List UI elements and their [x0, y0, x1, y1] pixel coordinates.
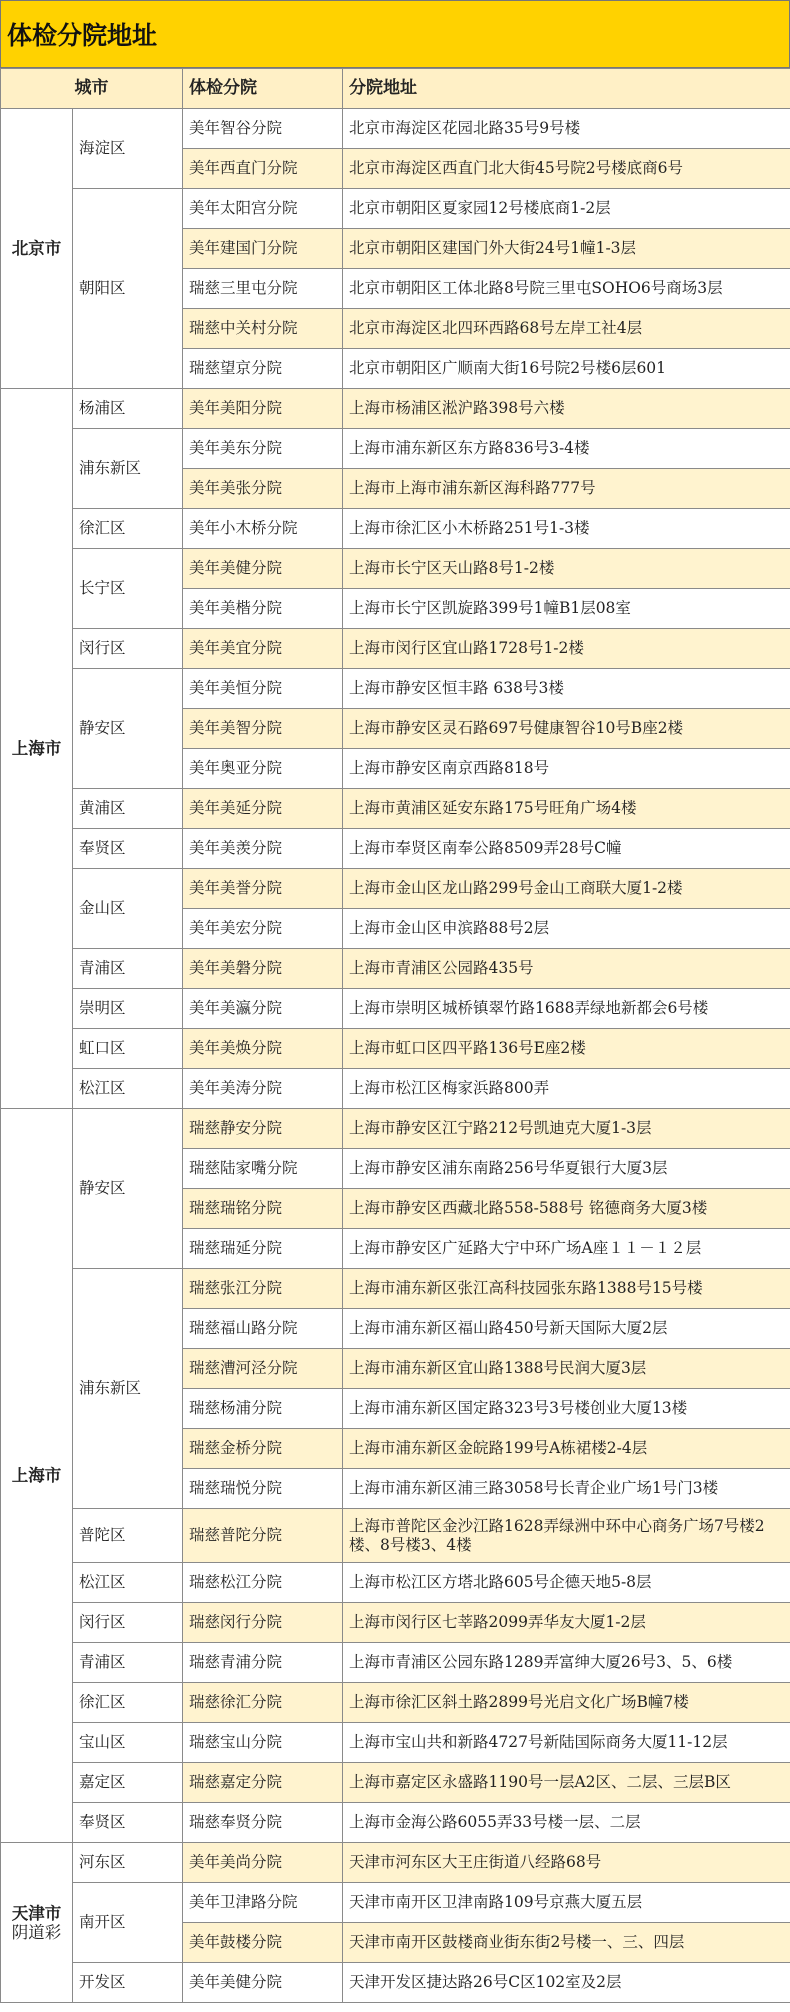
address-cell: 上海市静安区西藏北路558-588号 铭德商务大厦3楼: [343, 1189, 790, 1229]
branch-cell: 瑞慈普陀分院: [183, 1509, 343, 1563]
district-cell: 虹口区: [73, 1029, 183, 1069]
district-cell: 崇明区: [73, 989, 183, 1029]
branch-cell: 美年美健分院: [183, 1963, 343, 2003]
branch-cell: 美年美恒分院: [183, 669, 343, 709]
address-cell: 上海市浦东新区宜山路1388号民润大厦3层: [343, 1349, 790, 1389]
city-cell: [1, 109, 73, 389]
district-cell: 宝山区: [73, 1723, 183, 1763]
branch-cell: 瑞慈青浦分院: [183, 1643, 343, 1683]
district-cell: 徐汇区: [73, 1683, 183, 1723]
header-city: 城市: [1, 69, 183, 109]
district-cell: 河东区: [73, 1843, 183, 1883]
address-cell: 天津市河东区大王庄街道八经路68号: [343, 1843, 790, 1883]
branch-cell: 美年小木桥分院: [183, 509, 343, 549]
city-cell: [1, 1109, 73, 1843]
table-row: [1, 869, 790, 909]
branch-cell: 瑞慈松江分院: [183, 1563, 343, 1603]
address-cell: 北京市海淀区西直门北大街45号院2号楼底商6号: [343, 149, 790, 189]
district-cell: 闵行区: [73, 1603, 183, 1643]
city-name: 上海市: [11, 739, 62, 758]
address-cell: 上海市青浦区公园东路1289弄富绅大厦26号3、5、6楼: [343, 1643, 790, 1683]
branch-cell: 美年智谷分院: [183, 109, 343, 149]
branch-cell: 美年卫津路分院: [183, 1883, 343, 1923]
address-cell: 上海市静安区灵石路697号健康智谷10号B座2楼: [343, 709, 790, 749]
table-row: [1, 429, 790, 469]
branch-cell: 瑞慈瑞悦分院: [183, 1469, 343, 1509]
address-cell: 上海市嘉定区永盛路1190号一层A2区、二层、三层B区: [343, 1763, 790, 1803]
address-cell: 上海市徐汇区小木桥路251号1-3楼: [343, 509, 790, 549]
table-row: [1, 789, 790, 829]
branch-cell: 瑞慈陆家嘴分院: [183, 1149, 343, 1189]
address-cell: 北京市朝阳区广顺南大街16号院2号楼6层601: [343, 349, 790, 389]
city-cell: [1, 1843, 73, 2003]
district-cell: 黄浦区: [73, 789, 183, 829]
district-cell: 松江区: [73, 1069, 183, 1109]
branch-cell: 美年美羡分院: [183, 829, 343, 869]
city-name: 北京市: [11, 239, 62, 258]
table-row: [1, 949, 790, 989]
district-cell: 徐汇区: [73, 509, 183, 549]
branch-cell: 美年美瀛分院: [183, 989, 343, 1029]
address-cell: 上海市青浦区公园路435号: [343, 949, 790, 989]
branch-cell: 瑞慈瑞延分院: [183, 1229, 343, 1269]
address-cell: 上海市浦东新区金皖路199号A栋裙楼2-4层: [343, 1429, 790, 1469]
branch-cell: 瑞慈奉贤分院: [183, 1803, 343, 1843]
table-row: [1, 989, 790, 1029]
branch-cell: 美年美誉分院: [183, 869, 343, 909]
header-branch: 体检分院: [183, 69, 343, 109]
address-cell: 北京市朝阳区夏家园12号楼底商1-2层: [343, 189, 790, 229]
table-row: [1, 1603, 790, 1643]
branch-cell: 美年美涛分院: [183, 1069, 343, 1109]
address-cell: 上海市浦东新区福山路450号新天国际大厦2层: [343, 1309, 790, 1349]
district-cell: 嘉定区: [73, 1763, 183, 1803]
table-row: [1, 629, 790, 669]
table-body: [1, 109, 790, 2003]
district-cell: 金山区: [73, 869, 183, 949]
address-cell: 上海市长宁区凯旋路399号1幢B1层08室: [343, 589, 790, 629]
table-row: [1, 1643, 790, 1683]
address-cell: 上海市金山区申滨路88号2层: [343, 909, 790, 949]
branch-cell: 美年美健分院: [183, 549, 343, 589]
address-cell: 北京市朝阳区工体北路8号院三里屯SOHO6号商场3层: [343, 269, 790, 309]
branch-cell: 美年美宜分院: [183, 629, 343, 669]
branch-cell: 美年美阳分院: [183, 389, 343, 429]
address-cell: 北京市海淀区花园北路35号9号楼: [343, 109, 790, 149]
district-cell: 静安区: [73, 669, 183, 789]
branch-cell: 瑞慈漕河泾分院: [183, 1349, 343, 1389]
table-row: [1, 829, 790, 869]
address-cell: 上海市长宁区天山路8号1-2楼: [343, 549, 790, 589]
branch-cell: 美年鼓楼分院: [183, 1923, 343, 1963]
branch-cell: 美年美张分院: [183, 469, 343, 509]
table-row: [1, 1883, 790, 1923]
branch-cell: 瑞慈嘉定分院: [183, 1763, 343, 1803]
branch-cell: 美年美磐分院: [183, 949, 343, 989]
address-cell: 上海市金海公路6055弄33号楼一层、二层: [343, 1803, 790, 1843]
district-cell: 青浦区: [73, 1643, 183, 1683]
branch-table: [0, 68, 790, 2003]
address-cell: 上海市静安区江宁路212号凯迪克大厦1-3层: [343, 1109, 790, 1149]
header-address: 分院地址: [343, 69, 790, 109]
address-cell: 天津市南开区卫津南路109号京燕大厦五层: [343, 1883, 790, 1923]
branch-cell: 美年美智分院: [183, 709, 343, 749]
branch-cell: 瑞慈杨浦分院: [183, 1389, 343, 1429]
address-cell: 上海市静安区广延路大宁中环广场A座１１－１２层: [343, 1229, 790, 1269]
table-row: [1, 1683, 790, 1723]
district-cell: 开发区: [73, 1963, 183, 2003]
table-row: [1, 509, 790, 549]
table-row: [1, 1109, 790, 1149]
district-cell: 松江区: [73, 1563, 183, 1603]
table-header-row: [1, 69, 790, 109]
city-note: 阴道彩: [11, 1922, 62, 1942]
table-row: [1, 109, 790, 149]
branch-cell: 美年美延分院: [183, 789, 343, 829]
address-cell: 上海市浦东新区浦三路3058号长青企业广场1号门3楼: [343, 1469, 790, 1509]
table-row: [1, 1763, 790, 1803]
branch-cell: 瑞慈望京分院: [183, 349, 343, 389]
address-cell: 上海市浦东新区国定路323号3号楼创业大厦13楼: [343, 1389, 790, 1429]
address-cell: 上海市静安区恒丰路 638号3楼: [343, 669, 790, 709]
branch-cell: 美年太阳宫分院: [183, 189, 343, 229]
branch-cell: 美年西直门分院: [183, 149, 343, 189]
address-cell: 上海市虹口区四平路136号E座2楼: [343, 1029, 790, 1069]
table-row: [1, 1069, 790, 1109]
address-cell: 上海市松江区梅家浜路800弄: [343, 1069, 790, 1109]
address-cell: 上海市宝山共和新路4727号新陆国际商务大厦11-12层: [343, 1723, 790, 1763]
branch-cell: 美年美焕分院: [183, 1029, 343, 1069]
city-name: 上海市: [11, 1466, 62, 1485]
district-cell: 南开区: [73, 1883, 183, 1963]
address-cell: 上海市黄浦区延安东路175号旺角广场4楼: [343, 789, 790, 829]
table-row: [1, 1563, 790, 1603]
address-cell: 上海市松江区方塔北路605号企德天地5-8层: [343, 1563, 790, 1603]
address-cell: 上海市闵行区七莘路2099弄华友大厦1-2层: [343, 1603, 790, 1643]
address-cell: 上海市崇明区城桥镇翠竹路1688弄绿地新都会6号楼: [343, 989, 790, 1029]
branch-cell: 瑞慈闵行分院: [183, 1603, 343, 1643]
branch-cell: 美年美宏分院: [183, 909, 343, 949]
branch-cell: 美年美楷分院: [183, 589, 343, 629]
branch-cell: 瑞慈宝山分院: [183, 1723, 343, 1763]
branch-cell: 美年美尚分院: [183, 1843, 343, 1883]
district-cell: 闵行区: [73, 629, 183, 669]
district-cell: 海淀区: [73, 109, 183, 189]
address-cell: 上海市静安区南京西路818号: [343, 749, 790, 789]
table-row: [1, 1509, 790, 1563]
district-cell: 杨浦区: [73, 389, 183, 429]
branch-cell: 瑞慈徐汇分院: [183, 1683, 343, 1723]
table-row: [1, 549, 790, 589]
address-cell: 天津市南开区鼓楼商业街东街2号楼一、三、四层: [343, 1923, 790, 1963]
address-cell: 上海市普陀区金沙江路1628弄绿洲中环中心商务广场7号楼2楼、8号楼3、4楼: [343, 1509, 790, 1563]
address-cell: 上海市浦东新区张江高科技园张东路1388号15号楼: [343, 1269, 790, 1309]
district-cell: 奉贤区: [73, 829, 183, 869]
district-cell: 奉贤区: [73, 1803, 183, 1843]
address-cell: 上海市金山区龙山路299号金山工商联大厦1-2楼: [343, 869, 790, 909]
city-name: 天津市: [11, 1903, 62, 1923]
branch-cell: 瑞慈金桥分院: [183, 1429, 343, 1469]
district-cell: 青浦区: [73, 949, 183, 989]
address-cell: 北京市海淀区北四环西路68号左岸工社4层: [343, 309, 790, 349]
branch-cell: 瑞慈中关村分院: [183, 309, 343, 349]
address-cell: 北京市朝阳区建国门外大街24号1幢1-3层: [343, 229, 790, 269]
address-cell: 上海市静安区浦东南路256号华夏银行大厦3层: [343, 1149, 790, 1189]
branch-cell: 瑞慈福山路分院: [183, 1309, 343, 1349]
table-row: [1, 1803, 790, 1843]
city-cell: [1, 389, 73, 1109]
district-cell: 长宁区: [73, 549, 183, 629]
table-row: [1, 189, 790, 229]
branch-cell: 瑞慈静安分院: [183, 1109, 343, 1149]
district-cell: 浦东新区: [73, 1269, 183, 1509]
address-cell: 上海市上海市浦东新区海科路777号: [343, 469, 790, 509]
district-cell: 浦东新区: [73, 429, 183, 509]
branch-cell: 瑞慈瑞铭分院: [183, 1189, 343, 1229]
address-cell: 上海市徐汇区斜土路2899号光启文化广场B幢7楼: [343, 1683, 790, 1723]
branch-cell: 瑞慈张江分院: [183, 1269, 343, 1309]
table-row: [1, 389, 790, 429]
table-row: [1, 669, 790, 709]
district-cell: 静安区: [73, 1109, 183, 1269]
table-row: [1, 1843, 790, 1883]
address-cell: 上海市杨浦区淞沪路398号六楼: [343, 389, 790, 429]
address-cell: 上海市浦东新区东方路836号3-4楼: [343, 429, 790, 469]
district-cell: 朝阳区: [73, 189, 183, 389]
table-row: [1, 1269, 790, 1309]
branch-cell: 美年奥亚分院: [183, 749, 343, 789]
branch-cell: 瑞慈三里屯分院: [183, 269, 343, 309]
district-cell: 普陀区: [73, 1509, 183, 1563]
address-cell: 上海市奉贤区南奉公路8509弄28号C幢: [343, 829, 790, 869]
table-row: [1, 1029, 790, 1069]
branch-cell: 美年美东分院: [183, 429, 343, 469]
table-row: [1, 1963, 790, 2003]
branch-cell: 美年建国门分院: [183, 229, 343, 269]
address-cell: 上海市闵行区宜山路1728号1-2楼: [343, 629, 790, 669]
address-cell: 天津开发区捷达路26号C区102室及2层: [343, 1963, 790, 2003]
table-row: [1, 1723, 790, 1763]
page-title: 体检分院地址: [0, 0, 790, 68]
